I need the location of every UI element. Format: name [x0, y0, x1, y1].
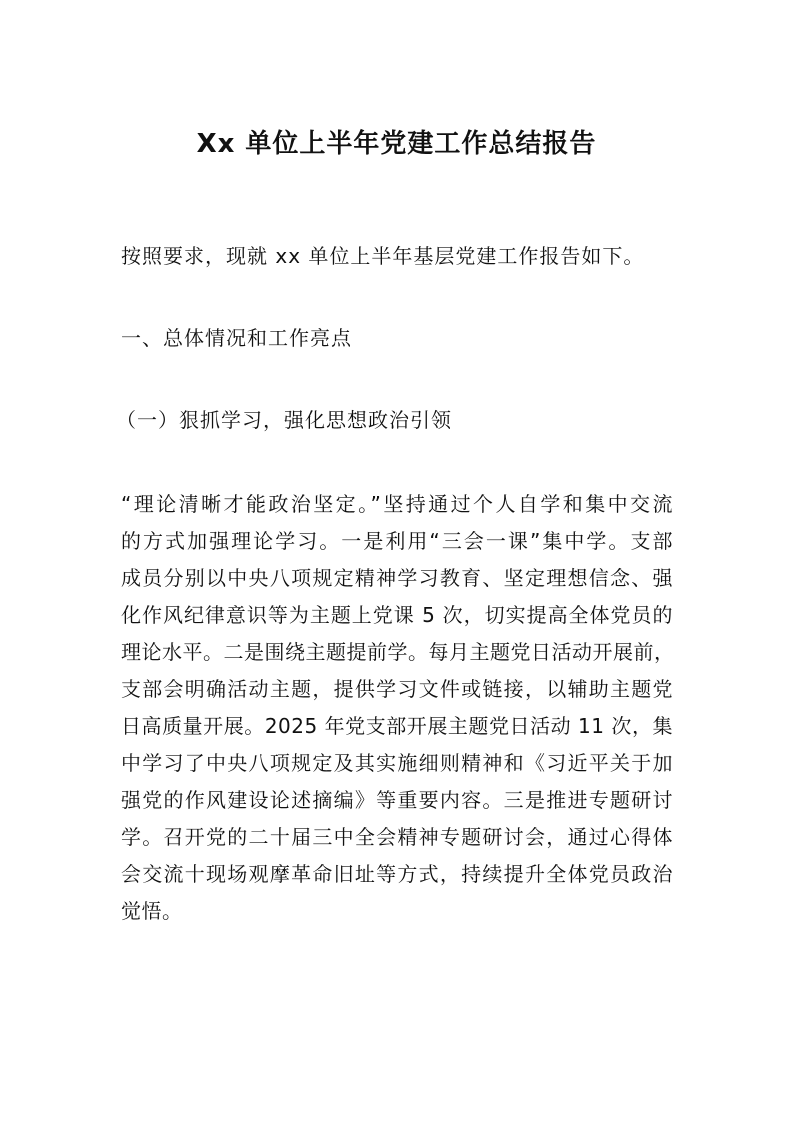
paragraph-line: 强党的作风建设论述摘编》等重要内容。三是推进专题研讨	[121, 788, 673, 812]
paragraph-line: 日高质量开展。2025 年党支部开展主题党日活动 11 次，集	[121, 714, 673, 738]
paragraph-line: 中学习了中央八项规定及其实施细则精神和《习近平关于加	[121, 751, 673, 775]
paragraph-line: 的方式加强理论学习。一是利用“三会一课”集中学。支部	[121, 529, 673, 553]
paragraph-line: 化作风纪律意识等为主题上党课 5 次，切实提高全体党员的	[121, 603, 673, 627]
section-heading: 一、总体情况和工作亮点	[121, 326, 352, 350]
paragraph-line: 会交流十现场观摩革命旧址等方式，持续提升全体党员政治	[121, 862, 673, 886]
intro-paragraph: 按照要求，现就 xx 单位上半年基层党建工作报告如下。	[121, 244, 645, 268]
paragraph-line: 支部会明确活动主题，提供学习文件或链接，以辅助主题党	[121, 677, 673, 701]
paragraph-line: 理论水平。二是围绕主题提前学。每月主题党日活动开展前，	[121, 640, 675, 664]
paragraph-line: 成员分别以中央八项规定精神学习教育、坚定理想信念、强	[121, 566, 673, 590]
body-paragraph	[121, 486, 673, 930]
document-title: Xx 单位上半年党建工作总结报告	[196, 129, 597, 159]
paragraph-line: 学。召开党的二十届三中全会精神专题研讨会，通过心得体	[121, 825, 673, 849]
paragraph-line: 觉悟。	[121, 899, 183, 923]
subsection-heading: （一）狠抓学习，强化思想政治引领	[116, 408, 452, 432]
paragraph-line: “理论清晰才能政治坚定。”坚持通过个人自学和集中交流	[121, 492, 673, 516]
